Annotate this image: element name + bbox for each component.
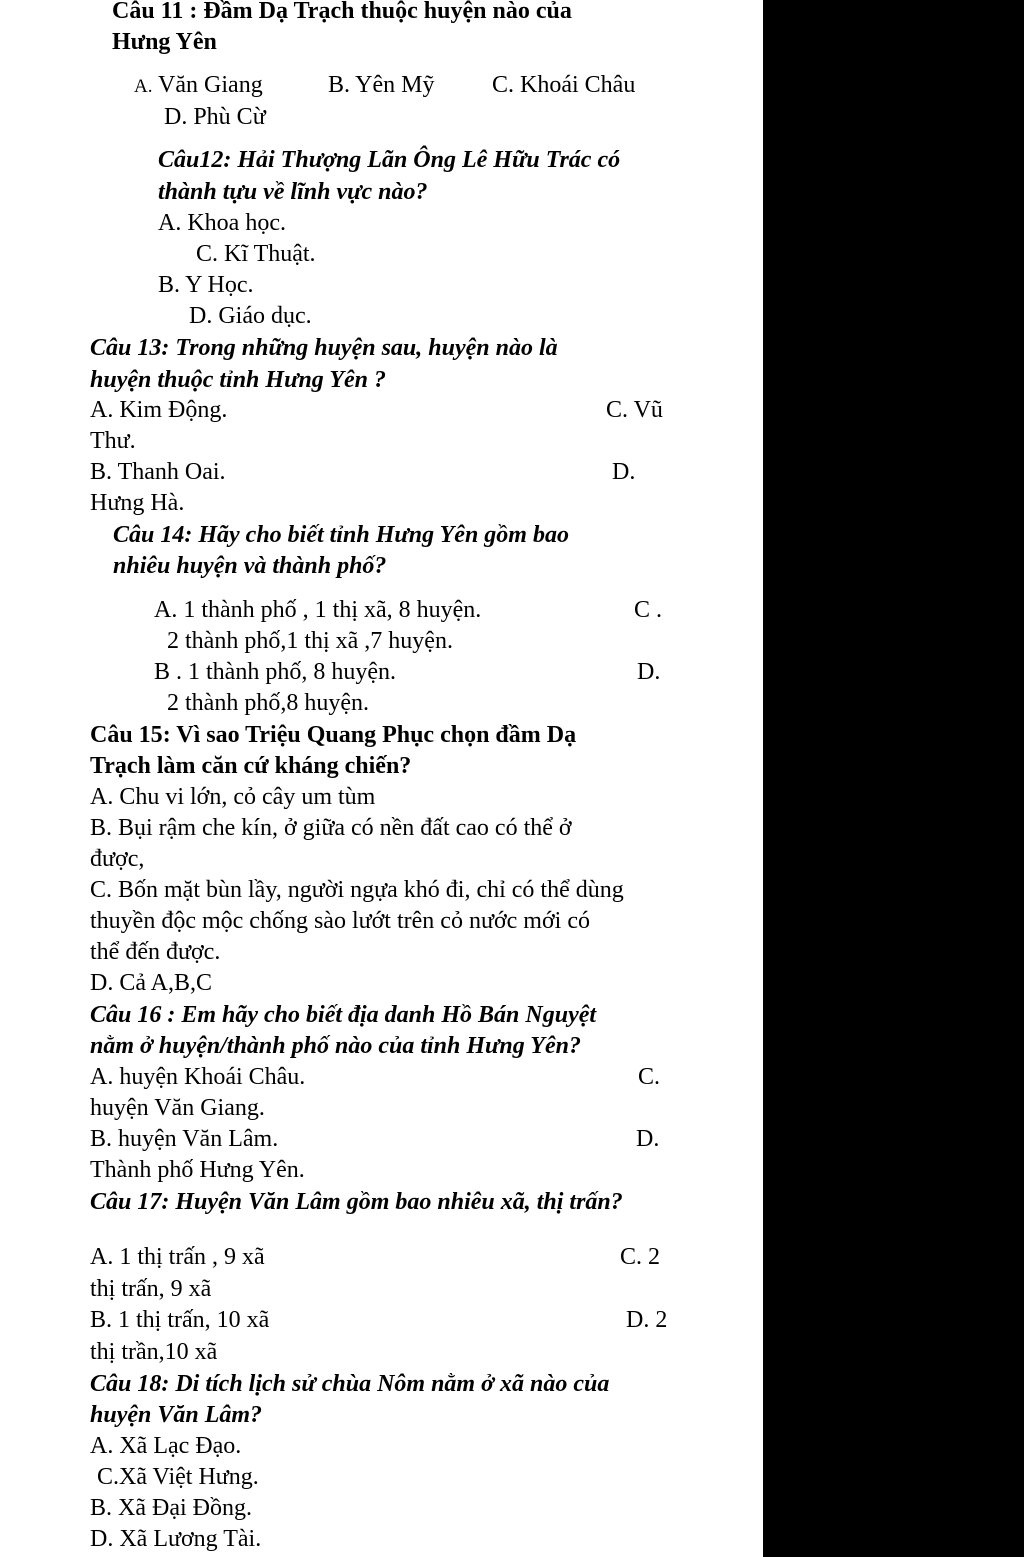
q11-option-a-text: Văn Giang: [152, 72, 263, 98]
q14-option-a: A. 1 thành phố , 1 thị xã, 8 huyện.: [154, 597, 482, 623]
q15-title-line-2: Trạch làm căn cứ kháng chiến?: [90, 753, 412, 779]
q15-title-line-1: [90, 720, 576, 750]
q13-option-b: B. Thanh Oai.: [90, 459, 226, 485]
q14-option-b: B . 1 thành phố, 8 huyện.: [154, 659, 396, 685]
q18-title-line-1: Câu 18: Di tích lịch sử chùa Nôm nằm ở xã nào của: [90, 1371, 610, 1397]
q13-option-a: A. Kim Động.: [90, 397, 228, 423]
q16-option-b: B. huyện Văn Lâm.: [90, 1126, 279, 1152]
q12-title-line-1: Câu12: Hải Thượng Lãn Ông Lê Hữu Trác có: [158, 147, 621, 173]
q16-option-a: A. huyện Khoái Châu.: [90, 1064, 306, 1090]
q14-option-c-line-1: C .: [634, 597, 663, 623]
q12-option-d: D. Giáo dục.: [189, 303, 312, 329]
q15-option-d: D. Cả A,B,C: [90, 970, 213, 996]
q17-option-c-line-1: C. 2: [620, 1244, 661, 1270]
q16-option-d-line-1: D.: [636, 1126, 660, 1152]
q11-option-b: B. Yên Mỹ: [328, 72, 435, 98]
q15-option-c-line-3: thể đến được.: [90, 939, 221, 965]
q16-title-line-2: nằm ở huyện/thành phố nào của tỉnh Hưng Yên?: [90, 1033, 581, 1059]
q11-title-line-2: Hưng Yên: [112, 29, 217, 55]
q15-option-c-line-2: thuyền độc mộc chống sào lướt trên cỏ nước mới có: [90, 908, 590, 934]
q14-option-c-line-2: 2 thành phố,1 thị xã ,7 huyện.: [167, 628, 453, 654]
q11-option-a: [134, 70, 263, 102]
q17-title: Câu 17: Huyện Văn Lâm gồm bao nhiêu xã, thị trấn?: [90, 1189, 623, 1215]
q13-option-d-line-1: D.: [612, 459, 636, 485]
q12-option-a: A. Khoa học.: [158, 210, 286, 236]
q17-option-b: B. 1 thị trấn, 10 xã: [90, 1307, 270, 1333]
q14-option-d-line-2: 2 thành phố,8 huyện.: [167, 690, 369, 716]
q15-option-b-line-1: B. Bụi rậm che kín, ở giữa có nền đất cao có thể ở: [90, 815, 572, 841]
q15-label: Câu 15: [90, 722, 163, 748]
q15-option-b-line-2: được,: [90, 846, 145, 872]
q13-option-c-line-1: C. Vũ: [606, 397, 663, 423]
q12-option-c: C. Kĩ Thuật.: [196, 241, 316, 267]
q18-option-c: C.Xã Việt Hưng.: [97, 1464, 259, 1490]
q18-option-a: A. Xã Lạc Đạo.: [90, 1433, 242, 1459]
q18-option-d: D. Xã Lương Tài.: [90, 1526, 262, 1552]
q14-title-line-2: nhiêu huyện và thành phố?: [113, 553, 387, 579]
q16-option-c-line-2: huyện Văn Giang.: [90, 1095, 265, 1121]
q14-title-line-1: Câu 14: Hãy cho biết tỉnh Hưng Yên gồm bao: [113, 522, 569, 548]
q17-option-c-line-2: thị trấn, 9 xã: [90, 1276, 212, 1302]
q13-option-d-line-2: Hưng Hà.: [90, 490, 185, 516]
q14-option-d-line-1: D.: [637, 659, 661, 685]
q16-option-d-line-2: Thành phố Hưng Yên.: [90, 1157, 305, 1183]
q13-title-line-2: huyện thuộc tỉnh Hưng Yên ?: [90, 367, 387, 393]
q17-option-a: A. 1 thị trấn , 9 xã: [90, 1244, 265, 1270]
q16-title-line-1: Câu 16 : Em hãy cho biết địa danh Hồ Bán Nguyệt: [90, 1002, 597, 1028]
q18-title-line-2: huyện Văn Lâm?: [90, 1402, 263, 1428]
q12-title-line-2: thành tựu về lĩnh vực nào?: [158, 179, 428, 205]
black-side-bar: [763, 0, 1024, 1557]
q17-option-d-line-1: D. 2: [626, 1307, 668, 1333]
q11-option-d: D. Phù Cừ: [164, 104, 266, 130]
q16-option-c-line-1: C.: [638, 1064, 661, 1090]
q15-title-rest: : Vì sao Triệu Quang Phục chọn đầm Dạ: [162, 722, 577, 748]
q17-option-d-line-2: thị trần,10 xã: [90, 1339, 218, 1365]
q11-option-c: C. Khoái Châu: [492, 72, 636, 98]
q15-option-a: A. Chu vi lớn, cỏ cây um tùm: [90, 784, 376, 810]
q18-option-b: B. Xã Đại Đồng.: [90, 1495, 252, 1521]
q11-title-line-1: Câu 11 : Đầm Dạ Trạch thuộc huyện nào của: [112, 0, 572, 24]
q13-option-c-line-2: Thư.: [90, 428, 136, 454]
q11-option-a-letter: A.: [134, 76, 153, 97]
q13-title-line-1: Câu 13: Trong những huyện sau, huyện nào là: [90, 335, 558, 361]
q12-option-b: B. Y Học.: [158, 272, 254, 298]
q15-option-c-line-1: C. Bốn mặt bùn lầy, người ngựa khó đi, chỉ có thể dùng: [90, 877, 624, 903]
